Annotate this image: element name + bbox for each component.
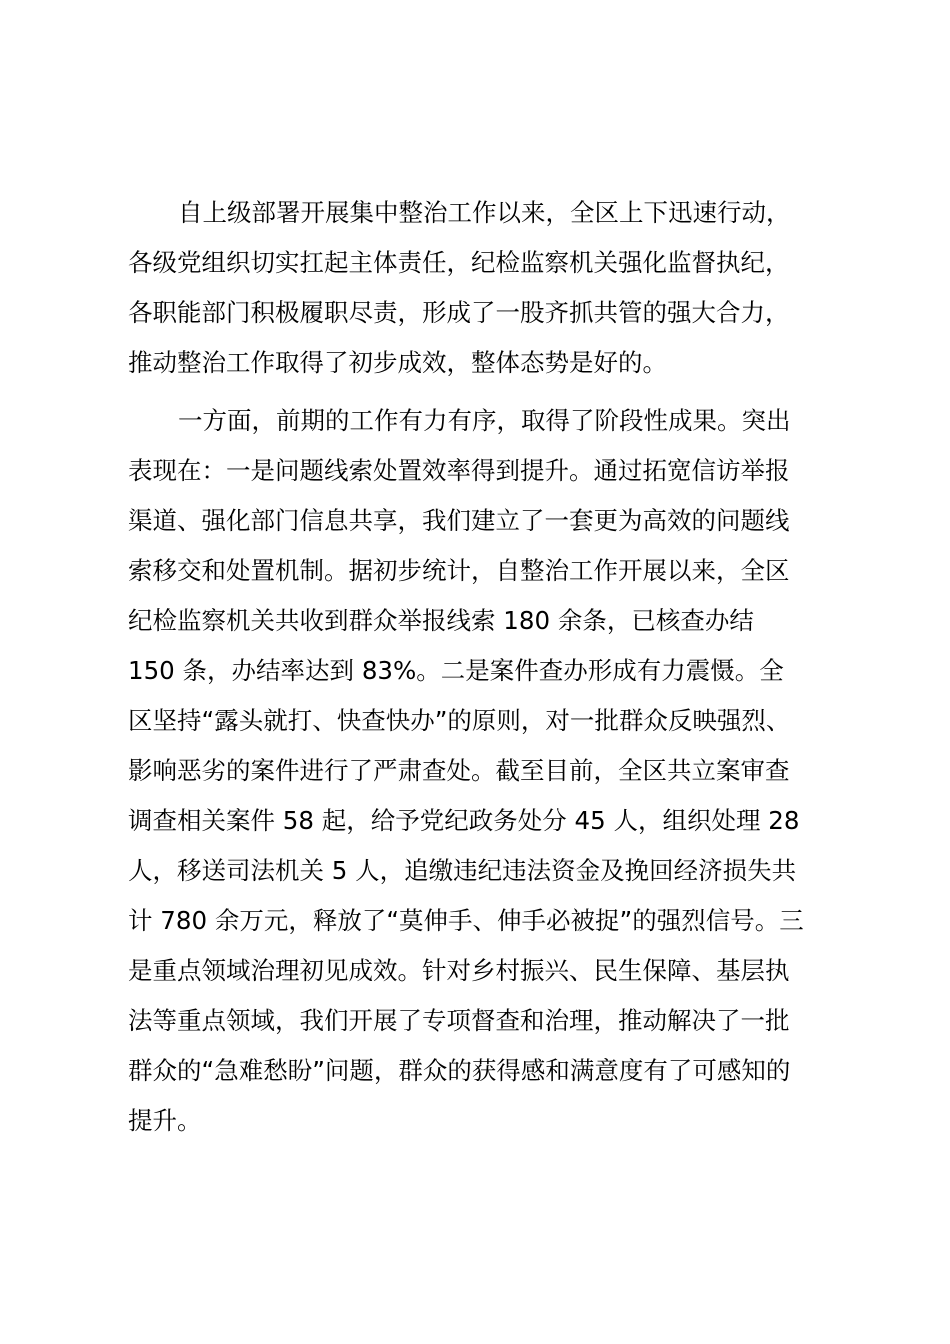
paragraph-2-line-6: 150 条，办结率达到 83%。二是案件查办形成有力震慑。全 [128, 656, 784, 685]
paragraph-2-line-14: 群众的“急难愁盼”问题，群众的获得感和满意度有了可感知的 [128, 1056, 791, 1085]
paragraph-2-line-2: 表现在：一是问题线索处置效率得到提升。通过拓宽信访举报 [128, 456, 790, 485]
paragraph-2-line-5: 纪检监察机关共收到群众举报线索 180 余条，已核查办结 [128, 606, 754, 635]
paragraph-2-line-9: 调查相关案件 58 起，给予党纪政务处分 45 人，组织处理 28 [128, 806, 800, 835]
paragraph-1-line-4: 推动整治工作取得了初步成效，整体态势是好的。 [128, 348, 667, 377]
paragraph-2-line-11: 计 780 余万元，释放了“莫伸手、伸手必被捉”的强烈信号。三 [128, 906, 804, 935]
paragraph-2-line-15: 提升。 [128, 1106, 202, 1135]
paragraph-2-line-13: 法等重点领域，我们开展了专项督查和治理，推动解决了一批 [128, 1006, 790, 1035]
paragraph-1-line-2: 各级党组织切实扛起主体责任，纪检监察机关强化监督执纪， [128, 248, 790, 277]
paragraph-2-line-12: 是重点领域治理初见成效。针对乡村振兴、民生保障、基层执 [128, 956, 790, 985]
paragraph-2-line-7: 区坚持“露头就打、快查快办”的原则，对一批群众反映强烈、 [128, 706, 791, 735]
paragraph-1-line-3: 各职能部门积极履职尽责，形成了一股齐抓共管的强大合力， [128, 298, 790, 327]
paragraph-2-line-4: 索移交和处置机制。据初步统计，自整治工作开展以来，全区 [128, 556, 790, 585]
paragraph-2-line-3: 渠道、强化部门信息共享，我们建立了一套更为高效的问题线 [128, 506, 790, 535]
paragraph-2-line-8: 影响恶劣的案件进行了严肃查处。截至目前，全区共立案审查 [128, 756, 790, 785]
paragraph-2-line-1: 一方面，前期的工作有力有序，取得了阶段性成果。突出 [178, 406, 791, 435]
paragraph-1-line-1: 自上级部署开展集中整治工作以来，全区上下迅速行动， [178, 198, 791, 227]
paragraph-2-line-10: 人，移送司法机关 5 人，追缴违纪违法资金及挽回经济损失共 [128, 856, 797, 885]
